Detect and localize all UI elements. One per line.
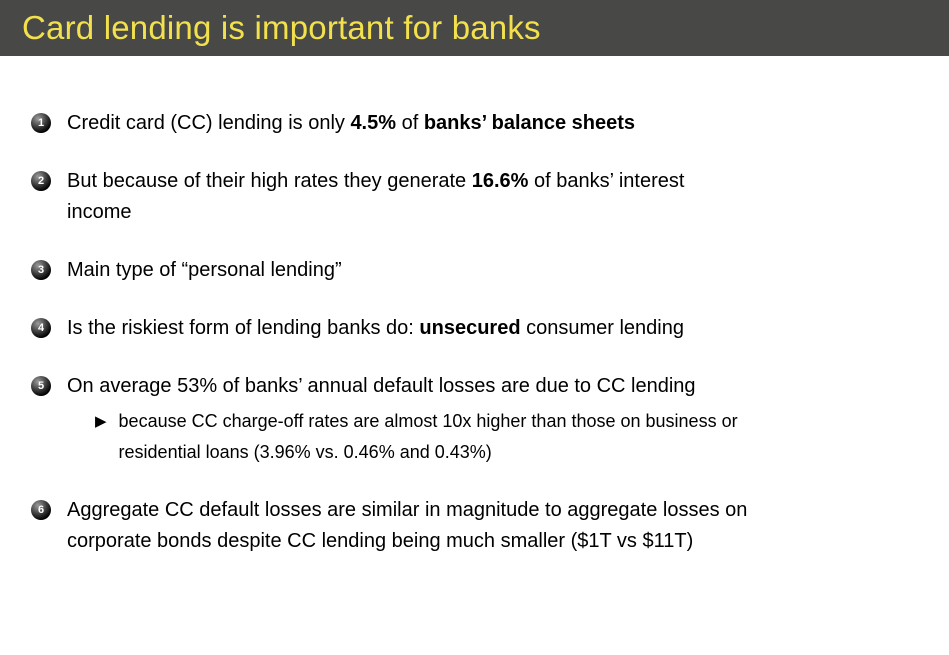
sub-list-item xyxy=(67,406,738,468)
text-run: On average 53% of banks’ annual default losses are due to CC lending xyxy=(67,375,696,397)
bullet-list xyxy=(31,108,919,557)
item-content xyxy=(67,255,342,286)
text-run: residential loans (3.96% vs. 0.46% and 0.43%) xyxy=(118,442,492,462)
text-run: Main type of “personal lending” xyxy=(67,259,342,281)
text-run: of xyxy=(396,112,424,134)
sub-item-text xyxy=(119,406,738,468)
item-text xyxy=(67,255,342,286)
slide-header xyxy=(0,0,949,56)
text-run: Is the riskiest form of lending banks do: xyxy=(67,317,420,339)
item-number-badge: 3 xyxy=(31,260,51,280)
item-content xyxy=(67,166,684,228)
list-item xyxy=(31,371,919,468)
slide-body xyxy=(0,56,949,557)
item-content xyxy=(67,108,635,139)
text-run: consumer lending xyxy=(520,317,684,339)
text-run: But because of their high rates they generate xyxy=(67,170,472,192)
text-run: Aggregate CC default losses are similar in magnitude to aggregate losses on xyxy=(67,499,748,521)
item-text xyxy=(67,313,684,344)
text-run: Credit card (CC) lending is only xyxy=(67,112,351,134)
sub-bullet-list xyxy=(67,406,738,468)
item-text xyxy=(67,108,635,139)
text-run: corporate bonds despite CC lending being much smaller ($1T vs $11T) xyxy=(67,530,694,552)
item-content xyxy=(67,495,747,557)
text-run: of banks’ interest xyxy=(528,170,685,192)
triangle-right-icon: ▶ xyxy=(95,413,107,430)
item-text xyxy=(67,495,747,557)
emphasized-text: 16.6% xyxy=(471,170,529,192)
item-number-badge: 6 xyxy=(31,500,51,520)
list-item xyxy=(31,313,919,344)
slide-title: Card lending is important for banks xyxy=(22,9,541,46)
emphasized-text: unsecured xyxy=(419,317,521,339)
list-item xyxy=(31,166,919,228)
item-content xyxy=(67,371,738,468)
item-number-badge: 4 xyxy=(31,318,51,338)
item-number-badge: 5 xyxy=(31,376,51,396)
item-number-badge: 2 xyxy=(31,171,51,191)
item-number-badge: 1 xyxy=(31,113,51,133)
emphasized-text: banks’ balance sheets xyxy=(423,112,636,134)
emphasized-text: 4.5% xyxy=(350,112,397,134)
text-run: because CC charge-off rates are almost 10x higher than those on business or xyxy=(118,411,738,431)
list-item xyxy=(31,495,919,557)
item-text xyxy=(67,166,684,228)
item-text xyxy=(67,371,738,402)
list-item xyxy=(31,255,919,286)
item-content xyxy=(67,313,684,344)
text-run: income xyxy=(67,201,132,223)
list-item xyxy=(31,108,919,139)
